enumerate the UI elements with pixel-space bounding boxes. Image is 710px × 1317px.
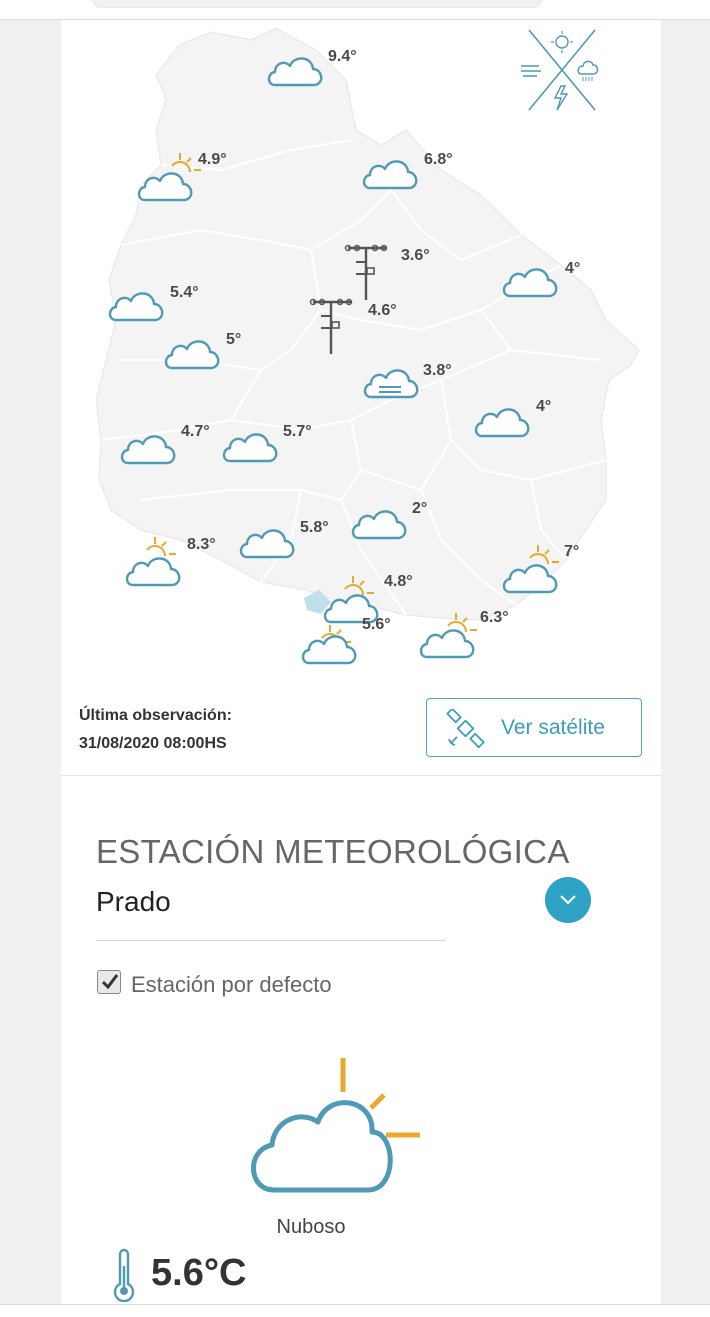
- map-cloud-icon[interactable]: [127, 558, 179, 585]
- map-temp-label: 6.3°: [480, 609, 509, 626]
- search-pill[interactable]: [92, 0, 542, 8]
- map-sun-icon: [147, 537, 176, 556]
- checkmark-icon: [100, 972, 120, 992]
- map-legend-compass-icon[interactable]: [521, 30, 598, 110]
- map-temp-label: 5.4°: [170, 284, 199, 301]
- last-observation-datetime: 31/08/2020 08:00HS: [79, 735, 227, 752]
- map-temp-label: 5.7°: [283, 423, 312, 440]
- chevron-down-icon: [558, 893, 578, 907]
- browser-top-bar: [0, 0, 710, 20]
- map-temp-label: 3.6°: [401, 247, 430, 264]
- uruguay-weather-map: [61, 20, 661, 700]
- station-dropdown-button[interactable]: [545, 877, 591, 923]
- map-temp-label: 4.9°: [198, 151, 227, 168]
- station-select-underline: [96, 940, 446, 941]
- map-temp-label: 5°: [226, 331, 242, 348]
- map-temp-label: 5.6°: [362, 616, 391, 633]
- section-divider: [61, 775, 661, 776]
- view-satellite-button[interactable]: [426, 698, 642, 757]
- map-svg: [61, 20, 661, 700]
- map-temp-label: 7°: [564, 543, 580, 560]
- map-temp-label: 6.8°: [424, 151, 453, 168]
- map-temp-label: 8.3°: [187, 536, 216, 553]
- station-name[interactable]: Prado: [96, 886, 171, 917]
- view-satellite-label: Ver satélite: [501, 716, 605, 739]
- station-section-title: ESTACIÓN METEOROLÓGICA: [96, 833, 570, 870]
- current-condition: Nuboso: [276, 1216, 346, 1238]
- weather-card: [61, 20, 661, 1304]
- default-station-label[interactable]: Estación por defecto: [131, 972, 332, 997]
- default-station-checkbox[interactable]: [97, 970, 121, 994]
- map-cloud-icon[interactable]: [303, 636, 355, 663]
- map-temp-label: 4.6°: [368, 302, 397, 319]
- browser-bottom-bar: [0, 1304, 710, 1317]
- map-cloud-icon[interactable]: [421, 630, 473, 657]
- map-temp-label: 4.8°: [384, 573, 413, 590]
- map-temp-label: 4.7°: [181, 423, 210, 440]
- map-temp-label: 4°: [565, 260, 581, 277]
- map-temp-label: 4°: [536, 398, 552, 415]
- partly-cloudy-icon: [246, 1050, 436, 1205]
- last-observation: [79, 702, 232, 758]
- thermometer-icon: [113, 1248, 135, 1307]
- map-temp-label: 3.8°: [423, 362, 452, 379]
- last-observation-label: Última observación:: [79, 707, 232, 724]
- satellite-icon: [445, 709, 487, 754]
- map-temp-label: 2°: [412, 500, 428, 517]
- map-temp-label: 5.8°: [300, 519, 329, 536]
- map-temp-label: 9.4°: [328, 48, 357, 65]
- current-temperature: 5.6°C: [151, 1252, 247, 1294]
